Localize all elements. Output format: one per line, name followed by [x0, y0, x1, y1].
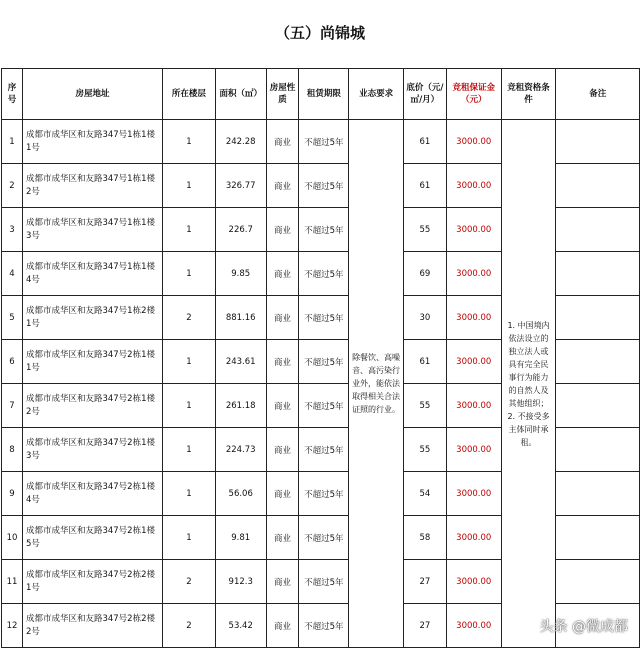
cell-remarks	[556, 252, 640, 296]
cell-price: 69	[403, 252, 446, 296]
cell-no: 12	[2, 604, 23, 648]
cell-address: 成都市成华区和友路347号2栋2楼2号	[22, 604, 162, 648]
cell-address: 成都市成华区和友路347号1栋1楼3号	[22, 208, 162, 252]
cell-price: 61	[403, 164, 446, 208]
cell-nature: 商业	[266, 296, 299, 340]
cell-nature: 商业	[266, 384, 299, 428]
cell-nature: 商业	[266, 516, 299, 560]
cell-deposit: 3000.00	[446, 560, 501, 604]
cell-area: 912.3	[215, 560, 266, 604]
cell-term: 不超过5年	[299, 208, 349, 252]
cell-floor: 2	[163, 296, 216, 340]
header-area: 面积（㎡）	[215, 69, 266, 120]
cell-industry-requirement: 除餐饮、高噪音、高污染行业外，能依法取得相关合法证照的行业。	[349, 120, 404, 648]
cell-nature: 商业	[266, 120, 299, 164]
page-title: （五）尚锦城	[274, 24, 365, 42]
cell-no: 1	[2, 120, 23, 164]
cell-remarks	[556, 296, 640, 340]
cell-area: 326.77	[215, 164, 266, 208]
cell-deposit: 3000.00	[446, 340, 501, 384]
header-address: 房屋地址	[22, 69, 162, 120]
cell-price: 61	[403, 340, 446, 384]
cell-deposit: 3000.00	[446, 164, 501, 208]
cell-address: 成都市成华区和友路347号1栋2楼1号	[22, 296, 162, 340]
cell-address: 成都市成华区和友路347号2栋1楼4号	[22, 472, 162, 516]
cell-address: 成都市成华区和友路347号2栋1楼2号	[22, 384, 162, 428]
cell-area: 881.16	[215, 296, 266, 340]
cell-price: 55	[403, 384, 446, 428]
cell-remarks	[556, 428, 640, 472]
cell-deposit: 3000.00	[446, 472, 501, 516]
cell-floor: 1	[163, 428, 216, 472]
cell-remarks	[556, 120, 640, 164]
header-row	[2, 69, 640, 120]
cell-deposit: 3000.00	[446, 120, 501, 164]
cell-area: 56.06	[215, 472, 266, 516]
cell-no: 5	[2, 296, 23, 340]
cell-floor: 1	[163, 252, 216, 296]
cell-floor: 1	[163, 384, 216, 428]
cell-floor: 1	[163, 208, 216, 252]
cell-nature: 商业	[266, 164, 299, 208]
cell-term: 不超过5年	[299, 516, 349, 560]
cell-term: 不超过5年	[299, 384, 349, 428]
cell-term: 不超过5年	[299, 560, 349, 604]
cell-nature: 商业	[266, 208, 299, 252]
cell-deposit: 3000.00	[446, 252, 501, 296]
cell-no: 9	[2, 472, 23, 516]
header-industry: 业态要求	[349, 69, 404, 120]
table-row	[2, 120, 640, 164]
cell-remarks	[556, 384, 640, 428]
cell-address: 成都市成华区和友路347号1栋1楼1号	[22, 120, 162, 164]
cell-no: 6	[2, 340, 23, 384]
cell-floor: 2	[163, 560, 216, 604]
cell-term: 不超过5年	[299, 164, 349, 208]
cell-deposit: 3000.00	[446, 428, 501, 472]
header-nature: 房屋性质	[266, 69, 299, 120]
cell-price: 61	[403, 120, 446, 164]
cell-remarks	[556, 340, 640, 384]
cell-price: 27	[403, 604, 446, 648]
cell-floor: 2	[163, 604, 216, 648]
cell-remarks	[556, 516, 640, 560]
header-floor: 所在楼层	[163, 69, 216, 120]
header-no: 序号	[2, 69, 23, 120]
cell-term: 不超过5年	[299, 296, 349, 340]
cell-deposit: 3000.00	[446, 516, 501, 560]
cell-address: 成都市成华区和友路347号1栋1楼2号	[22, 164, 162, 208]
cell-address: 成都市成华区和友路347号2栋1楼1号	[22, 340, 162, 384]
cell-deposit: 3000.00	[446, 208, 501, 252]
cell-deposit: 3000.00	[446, 296, 501, 340]
cell-remarks	[556, 472, 640, 516]
cell-remarks	[556, 560, 640, 604]
cell-price: 30	[403, 296, 446, 340]
cell-floor: 1	[163, 120, 216, 164]
header-deposit: 竞租保证金（元）	[446, 69, 501, 120]
cell-no: 10	[2, 516, 23, 560]
cell-floor: 1	[163, 472, 216, 516]
cell-area: 243.61	[215, 340, 266, 384]
cell-qualification: 1. 中国境内依法设立的独立法人或具有完全民事行为能力的自然人及其他组织；2. 不接受多主体同时承租。	[501, 120, 556, 648]
cell-floor: 1	[163, 164, 216, 208]
listing-table	[1, 68, 640, 648]
cell-no: 7	[2, 384, 23, 428]
cell-remarks	[556, 164, 640, 208]
cell-area: 53.42	[215, 604, 266, 648]
cell-price: 27	[403, 560, 446, 604]
cell-price: 55	[403, 208, 446, 252]
cell-nature: 商业	[266, 252, 299, 296]
cell-term: 不超过5年	[299, 428, 349, 472]
cell-remarks	[556, 208, 640, 252]
cell-no: 4	[2, 252, 23, 296]
cell-term: 不超过5年	[299, 604, 349, 648]
cell-price: 55	[403, 428, 446, 472]
table-body	[2, 120, 640, 648]
cell-deposit: 3000.00	[446, 384, 501, 428]
watermark: 头条 @微成都	[539, 619, 628, 635]
cell-floor: 1	[163, 340, 216, 384]
cell-nature: 商业	[266, 560, 299, 604]
cell-term: 不超过5年	[299, 340, 349, 384]
cell-area: 9.81	[215, 516, 266, 560]
cell-area: 226.7	[215, 208, 266, 252]
header-qualification: 竞租资格条件	[501, 69, 556, 120]
cell-nature: 商业	[266, 428, 299, 472]
cell-price: 58	[403, 516, 446, 560]
header-price: 底价（元/㎡/月）	[403, 69, 446, 120]
cell-price: 54	[403, 472, 446, 516]
header-remarks: 备注	[556, 69, 640, 120]
cell-no: 2	[2, 164, 23, 208]
cell-address: 成都市成华区和友路347号2栋1楼3号	[22, 428, 162, 472]
cell-nature: 商业	[266, 604, 299, 648]
cell-term: 不超过5年	[299, 120, 349, 164]
cell-nature: 商业	[266, 472, 299, 516]
cell-address: 成都市成华区和友路347号2栋1楼5号	[22, 516, 162, 560]
cell-floor: 1	[163, 516, 216, 560]
cell-area: 242.28	[215, 120, 266, 164]
cell-term: 不超过5年	[299, 252, 349, 296]
cell-area: 261.18	[215, 384, 266, 428]
header-term: 租赁期限	[299, 69, 349, 120]
cell-no: 8	[2, 428, 23, 472]
cell-address: 成都市成华区和友路347号2栋2楼1号	[22, 560, 162, 604]
cell-area: 224.73	[215, 428, 266, 472]
cell-no: 11	[2, 560, 23, 604]
cell-area: 9.85	[215, 252, 266, 296]
cell-term: 不超过5年	[299, 472, 349, 516]
cell-address: 成都市成华区和友路347号1栋1楼4号	[22, 252, 162, 296]
cell-nature: 商业	[266, 340, 299, 384]
cell-deposit: 3000.00	[446, 604, 501, 648]
cell-no: 3	[2, 208, 23, 252]
